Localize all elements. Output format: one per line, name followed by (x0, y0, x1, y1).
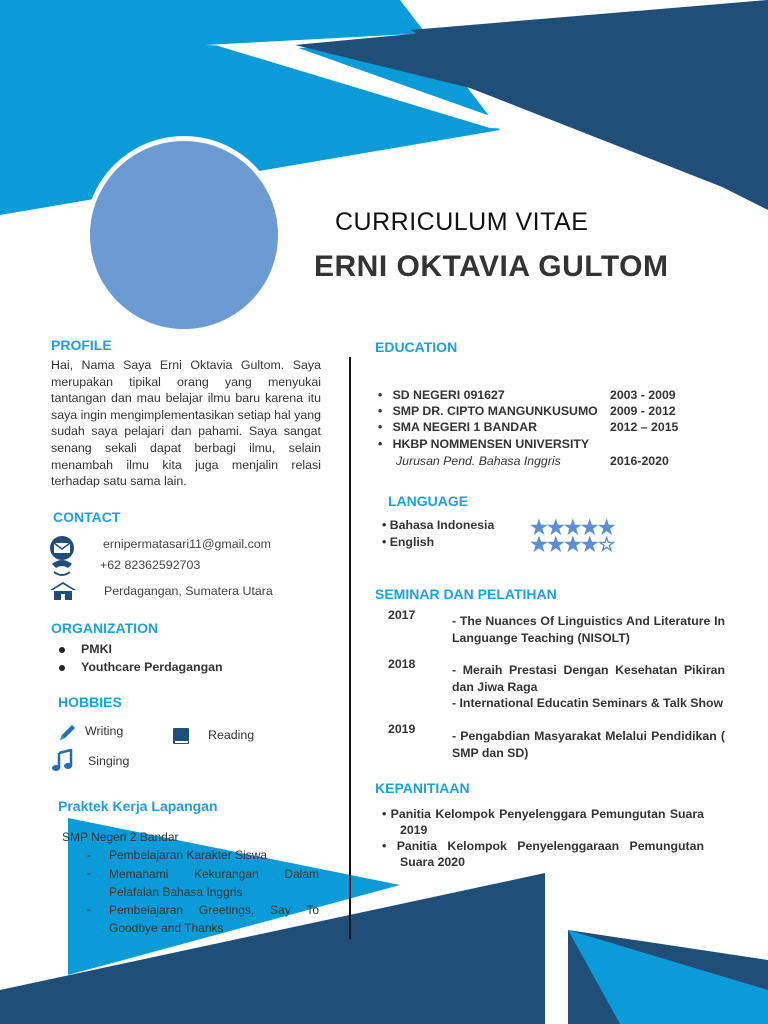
organization-heading: ORGANIZATION (51, 620, 159, 636)
education-item: • SMP DR. CIPTO MANGUNKUSUMO 2009 - 2012 (378, 404, 676, 418)
seminar-item: - Meraih Prestasi Dengan Kesehatan Pikiran dan Jiwa Raga (452, 663, 725, 694)
pkl-dash: - (87, 866, 91, 880)
bullet: • (378, 420, 393, 434)
language-item: • English ★★★★☆ (382, 534, 615, 556)
contact-phone-row (48, 558, 308, 580)
seminar-item: - Pengabdian Masyarakat Melalui Pendidikan ( SMP dan SD) (452, 729, 725, 760)
pkl-item: Pembelajaran Greetings, Say To Goodbye and Thanks (109, 903, 319, 935)
profile-heading: PROFILE (51, 337, 112, 353)
hobby-writing: Writing (85, 724, 124, 738)
bullet (59, 647, 65, 653)
home-icon (48, 581, 78, 601)
education-item: • SD NEGERI 091627 2003 - 2009 (378, 388, 676, 402)
language-heading: LANGUAGE (388, 493, 469, 509)
phone-icon (48, 558, 76, 578)
kepanitiaan-item: • Panitia Kelompok Penyelenggara Pemungutan Suara 2019 (382, 807, 704, 837)
hobby-reading: Reading (208, 728, 255, 742)
bullet: • (378, 388, 393, 402)
contact-address-row (48, 581, 308, 603)
bullet: • (378, 404, 393, 418)
bullet: • (378, 437, 393, 451)
kepanitiaan-heading: KEPANITIAAN (375, 780, 470, 796)
pkl-heading: Praktek Kerja Lapangan (58, 798, 218, 814)
profile-text: Hai, Nama Saya Erni Oktavia Gultom. Saya merupakan tipikal orang yang menyukai tantangan dan mau belajar ilmu baru karena itu saya ingin mengimplementasikan setiap hal yang sudah saya pelajari dan pahami. Saya sangat senang sekali dapat berbagi ilmu, selain menambah ilmu kita juga menjalin relasi terhadap satu sama lain. (51, 358, 321, 489)
seminar-heading: SEMINAR DAN PELATIHAN (375, 586, 557, 602)
photo-circle (90, 141, 278, 329)
rating-stars: ★★★★★ (530, 517, 615, 539)
seminar-item: - The Nuances Of Linguistics And Literature In Languange Teaching (NISOLT) (452, 614, 725, 645)
cv-title: CURRICULUM VITAE (335, 208, 589, 236)
book-icon (171, 726, 191, 746)
contact-email-row (48, 536, 308, 558)
column-divider (349, 357, 351, 939)
organization-item: PMKI (59, 642, 112, 656)
education-heading: EDUCATION (375, 339, 458, 355)
seminar-year: 2018 (388, 657, 416, 671)
pkl-item: Memahami Kekurangan Dalam Pelafalan Bahasa Inggris (109, 867, 319, 899)
organization-item: Youthcare Perdagangan (59, 660, 223, 674)
seminar-year: 2019 (388, 722, 416, 736)
rating-stars: ★★★★☆ (530, 534, 615, 556)
education-item: • SMA NEGERI 1 BANDAR 2012 – 2015 (378, 420, 679, 434)
pkl-dash: - (87, 848, 91, 862)
person-name: ERNI OKTAVIA GULTOM (314, 250, 669, 283)
contact-address: Perdagangan, Sumatera Utara (104, 584, 273, 598)
pencil-icon (58, 724, 78, 742)
pkl-item: Pembelajaran Karakter Siswa (109, 848, 268, 862)
contact-heading: CONTACT (53, 509, 121, 525)
pkl-dash: - (87, 902, 91, 916)
pkl-school: SMP Negeri 2 Bandar (62, 830, 179, 844)
envelope-icon (48, 536, 76, 560)
music-note-icon (51, 749, 75, 773)
hobbies-heading: HOBBIES (58, 694, 122, 710)
bullet (59, 665, 65, 671)
education-major-years: 2016-2020 (610, 454, 669, 468)
seminar-year: 2017 (388, 608, 416, 622)
contact-email[interactable]: ernipermatasari11@gmail.com (103, 537, 271, 551)
contact-phone[interactable]: +62 82362592703 (100, 558, 201, 572)
education-item: • HKBP NOMMENSEN UNIVERSITY (378, 437, 590, 451)
kepanitiaan-item: • Panitia Kelompok Penyelenggaraan Pemungutan Suara 2020 (382, 839, 704, 869)
seminar-item: - International Educatin Seminars & Talk Show (452, 696, 724, 710)
education-major: Jurusan Pend. Bahasa Inggris (396, 454, 561, 468)
hobby-singing: Singing (88, 754, 130, 768)
language-item: • Bahasa Indonesia ★★★★★ (382, 517, 615, 539)
